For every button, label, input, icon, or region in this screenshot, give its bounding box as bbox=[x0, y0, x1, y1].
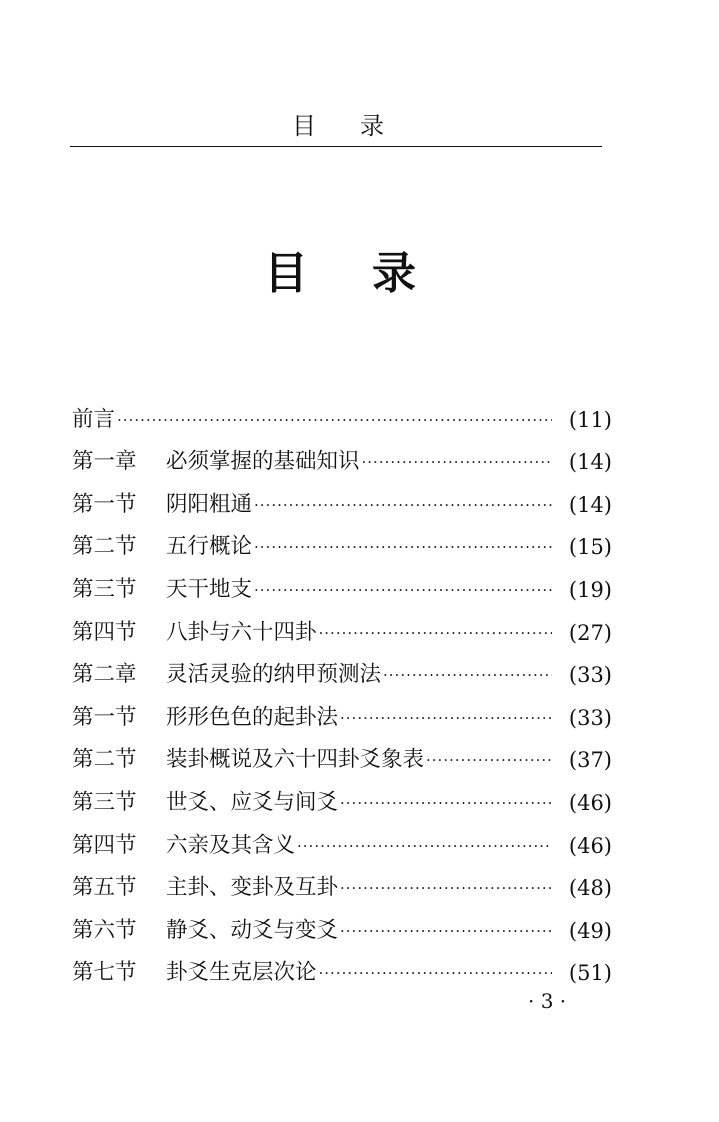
toc-entry[interactable] bbox=[72, 860, 612, 903]
toc-leader-dots bbox=[340, 874, 552, 902]
toc-entry-page: (37) bbox=[568, 748, 612, 773]
toc-entry-page: (46) bbox=[568, 790, 612, 815]
toc-entry-label: 第一节 bbox=[72, 491, 137, 517]
toc-entry-page: (14) bbox=[568, 492, 612, 517]
toc-entry-label: 第二节 bbox=[72, 747, 137, 773]
toc-entry[interactable] bbox=[72, 604, 612, 647]
toc-leader-dots bbox=[340, 917, 552, 945]
toc-entry-page: (11) bbox=[568, 407, 612, 432]
toc-entry[interactable] bbox=[72, 774, 612, 817]
toc-entry-label: 第四节 bbox=[72, 832, 137, 858]
toc-entry-title: 必须掌握的基础知识 bbox=[166, 449, 360, 475]
toc-entry-title: 阴阳粗通 bbox=[166, 491, 253, 517]
toc-leader-dots bbox=[297, 832, 552, 860]
toc-entry-title: 世爻、应爻与间爻 bbox=[166, 789, 339, 815]
toc-entry-page: (27) bbox=[568, 620, 612, 645]
toc-entry-page: (48) bbox=[568, 876, 612, 901]
running-head-rule bbox=[70, 146, 602, 147]
toc-entry[interactable] bbox=[72, 476, 612, 519]
toc-entry-page: (46) bbox=[568, 833, 612, 858]
toc-entry-title: 灵活灵验的纳甲预测法 bbox=[166, 662, 382, 688]
toc-entry[interactable] bbox=[72, 945, 612, 988]
page-title-char-1: 目 bbox=[264, 248, 308, 299]
toc-entry-page: (14) bbox=[568, 450, 612, 475]
toc-entry-label: 第三节 bbox=[72, 789, 137, 815]
toc-entry[interactable] bbox=[72, 689, 612, 732]
table-of-contents bbox=[72, 391, 612, 987]
toc-entry-title: 八卦与六十四卦 bbox=[166, 619, 317, 645]
toc-entry[interactable] bbox=[72, 647, 612, 690]
toc-entry-label: 第三节 bbox=[72, 576, 137, 602]
toc-entry-title: 五行概论 bbox=[166, 534, 253, 560]
running-head-char-2: 录 bbox=[360, 112, 384, 140]
page-number: · 3 · bbox=[528, 989, 567, 1013]
toc-entry[interactable] bbox=[72, 519, 612, 562]
running-head bbox=[0, 108, 719, 144]
toc-entry-title: 形形色色的起卦法 bbox=[166, 704, 339, 730]
toc-leader-dots bbox=[254, 533, 552, 561]
toc-entry-page: (33) bbox=[568, 663, 612, 688]
toc-entry-label: 第五节 bbox=[72, 875, 137, 901]
toc-entry[interactable] bbox=[72, 391, 612, 434]
toc-leader-dots bbox=[362, 448, 552, 476]
toc-leader-dots bbox=[254, 491, 552, 519]
toc-entry-page: (33) bbox=[568, 705, 612, 730]
toc-entry[interactable] bbox=[72, 817, 612, 860]
toc-entry-label: 第二章 bbox=[72, 662, 137, 688]
toc-leader-dots bbox=[426, 746, 552, 774]
toc-entry-page: (51) bbox=[568, 961, 612, 986]
toc-entry-label: 第一章 bbox=[72, 449, 137, 475]
toc-entry-title: 卦爻生克层次论 bbox=[166, 960, 317, 986]
toc-entry-page: (15) bbox=[568, 535, 612, 560]
toc-leader-dots bbox=[254, 576, 552, 604]
toc-entry-page: (49) bbox=[568, 918, 612, 943]
toc-entry[interactable] bbox=[72, 434, 612, 477]
toc-entry-title: 天干地支 bbox=[166, 576, 253, 602]
toc-entry-label: 前言 bbox=[72, 406, 116, 432]
page-title-char-2: 录 bbox=[372, 248, 416, 299]
toc-entry[interactable] bbox=[72, 561, 612, 604]
toc-entry[interactable] bbox=[72, 902, 612, 945]
toc-entry-label: 第七节 bbox=[72, 960, 137, 986]
toc-entry-title: 装卦概说及六十四卦爻象表 bbox=[166, 747, 425, 773]
toc-leader-dots bbox=[319, 959, 552, 987]
toc-leader-dots bbox=[319, 619, 552, 647]
running-head-char-1: 目 bbox=[292, 112, 316, 140]
toc-entry-label: 第六节 bbox=[72, 917, 137, 943]
toc-leader-dots bbox=[117, 406, 552, 434]
toc-leader-dots bbox=[340, 789, 552, 817]
toc-leader-dots bbox=[383, 661, 552, 689]
toc-entry-label: 第二节 bbox=[72, 534, 137, 560]
toc-entry[interactable] bbox=[72, 732, 612, 775]
toc-entry-label: 第四节 bbox=[72, 619, 137, 645]
toc-entry-label: 第一节 bbox=[72, 704, 137, 730]
toc-leader-dots bbox=[340, 704, 552, 732]
toc-entry-title: 主卦、变卦及互卦 bbox=[166, 875, 339, 901]
toc-entry-title: 静爻、动爻与变爻 bbox=[166, 917, 339, 943]
toc-entry-title: 六亲及其含义 bbox=[166, 832, 296, 858]
toc-entry-page: (19) bbox=[568, 577, 612, 602]
